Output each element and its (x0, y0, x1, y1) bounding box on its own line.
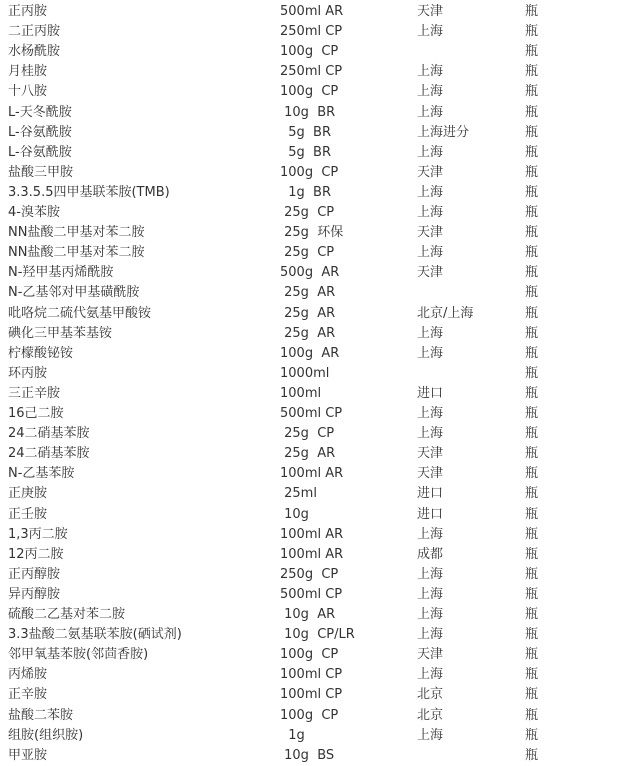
chemical-name: 24二硝基苯胺 (8, 426, 90, 442)
list-row (0, 625, 620, 645)
unit: 瓶 (525, 84, 539, 100)
specification: 100g CP (280, 84, 339, 100)
unit: 瓶 (525, 44, 539, 60)
chemical-name: 盐酸三甲胺 (8, 164, 74, 180)
list-row (0, 525, 620, 545)
chemical-name: 正庚胺 (8, 486, 48, 502)
specification: 100ml CP (280, 687, 343, 703)
list-row (0, 605, 620, 625)
list-row (0, 505, 620, 525)
chemical-name: 丙烯胺 (8, 667, 48, 683)
unit: 瓶 (525, 205, 539, 220)
specification: 100ml CP (280, 667, 343, 683)
specification: 25g AR (280, 285, 336, 301)
unit: 瓶 (525, 285, 539, 301)
origin: 上海 (417, 104, 444, 120)
unit: 瓶 (525, 647, 539, 663)
chemical-name: N-乙基苯胺 (8, 466, 75, 482)
chemical-name: 24二硝基苯胺 (8, 446, 90, 462)
list-row (0, 324, 620, 344)
list-row (0, 585, 620, 605)
chemical-name: 二正丙胺 (8, 24, 61, 40)
specification: 25ml (280, 486, 317, 502)
unit: 瓶 (525, 305, 539, 321)
list-row (0, 42, 620, 62)
unit: 瓶 (525, 506, 539, 522)
origin: 进口 (417, 506, 444, 522)
unit: 瓶 (525, 64, 539, 80)
chemical-name: 正壬胺 (8, 506, 48, 522)
specification: 100ml AR (280, 546, 344, 562)
unit: 瓶 (525, 144, 539, 160)
origin: 上海进分 (417, 124, 470, 140)
specification: 10g BS (280, 747, 335, 763)
unit: 瓶 (525, 607, 539, 622)
specification: 100g CP (280, 707, 339, 723)
unit: 瓶 (525, 526, 539, 542)
origin: 上海 (417, 586, 444, 602)
list-row (0, 82, 620, 102)
unit: 瓶 (525, 245, 539, 261)
unit: 瓶 (525, 345, 539, 361)
list-row (0, 2, 620, 22)
list-row (0, 123, 620, 143)
unit: 瓶 (525, 104, 539, 120)
specification: 500ml CP (280, 406, 343, 421)
list-row (0, 746, 620, 766)
origin: 上海 (417, 325, 444, 341)
chemical-name: 硫酸二乙基对苯二胺 (8, 607, 126, 622)
unit: 瓶 (525, 586, 539, 602)
unit: 瓶 (525, 4, 539, 19)
unit: 瓶 (525, 325, 539, 341)
list-row (0, 384, 620, 404)
chemical-name: N-乙基邻对甲基磺酰胺 (8, 285, 140, 301)
specification: 25g CP (280, 205, 335, 220)
list-row (0, 706, 620, 726)
unit: 瓶 (525, 707, 539, 723)
origin: 上海 (417, 24, 444, 40)
origin: 天津 (417, 446, 444, 462)
list-row (0, 223, 620, 243)
chemical-name: 组胺(组织胺) (8, 727, 84, 743)
origin: 上海 (417, 345, 444, 361)
list-row (0, 444, 620, 464)
list-row (0, 344, 620, 364)
chemical-name: N-羟甲基丙烯酰胺 (8, 265, 114, 281)
unit: 瓶 (525, 24, 539, 40)
specification: 500ml AR (280, 4, 344, 19)
specification: 100g CP (280, 164, 339, 180)
specification: 10g BR (280, 104, 336, 120)
chemical-name: 柠檬酸铋铵 (8, 345, 74, 361)
chemical-name: 吡咯烷二硫代氨基甲酸铵 (8, 305, 152, 321)
specification: 10g (280, 506, 309, 522)
list-row (0, 545, 620, 565)
origin: 上海 (417, 526, 444, 542)
list-row (0, 726, 620, 746)
chemical-name: 十八胺 (8, 84, 48, 100)
unit: 瓶 (525, 747, 539, 763)
specification: 100g AR (280, 345, 340, 361)
unit: 瓶 (525, 365, 539, 381)
specification: 10g CP/LR (280, 627, 355, 643)
unit: 瓶 (525, 566, 539, 582)
chemical-name: 正丙醇胺 (8, 566, 61, 582)
list-row (0, 283, 620, 303)
origin: 上海 (417, 205, 444, 220)
origin: 上海 (417, 144, 444, 160)
origin: 上海 (417, 627, 444, 643)
unit: 瓶 (525, 225, 539, 241)
chemical-name: NN盐酸二甲基对苯二胺 (8, 225, 145, 241)
list-row (0, 103, 620, 123)
unit: 瓶 (525, 426, 539, 442)
chemical-name: 1,3丙二胺 (8, 526, 68, 542)
specification: 5g BR (280, 124, 332, 140)
origin: 上海 (417, 566, 444, 582)
origin: 上海 (417, 245, 444, 261)
unit: 瓶 (525, 486, 539, 502)
specification: 5g BR (280, 144, 332, 160)
origin: 上海 (417, 727, 444, 743)
origin: 天津 (417, 225, 444, 241)
origin: 天津 (417, 4, 444, 19)
list-row (0, 304, 620, 324)
list-row (0, 263, 620, 283)
specification: 100g CP (280, 647, 339, 663)
chemical-name: 3.3盐酸二氨基联苯胺(硒试剂) (8, 627, 182, 643)
origin: 进口 (417, 486, 444, 502)
specification: 25g AR (280, 446, 336, 462)
unit: 瓶 (525, 184, 539, 200)
origin: 上海 (417, 84, 444, 100)
specification: 25g CP (280, 426, 335, 442)
specification: 500g AR (280, 265, 340, 281)
unit: 瓶 (525, 627, 539, 643)
specification: 25g AR (280, 325, 336, 341)
list-row (0, 685, 620, 705)
unit: 瓶 (525, 546, 539, 562)
origin: 北京 (417, 707, 444, 723)
chemical-name: L-谷氨酰胺 (8, 144, 72, 160)
specification: 100ml AR (280, 466, 344, 482)
origin: 北京 (417, 687, 444, 703)
origin: 成都 (417, 546, 444, 562)
unit: 瓶 (525, 406, 539, 421)
specification: 250g CP (280, 566, 339, 582)
list-row (0, 143, 620, 163)
list-row (0, 565, 620, 585)
list-row (0, 424, 620, 444)
origin: 上海 (417, 607, 444, 622)
specification: 25g 环保 (280, 225, 344, 241)
chemical-name: 盐酸二苯胺 (8, 707, 74, 723)
unit: 瓶 (525, 667, 539, 683)
list-row (0, 163, 620, 183)
unit: 瓶 (525, 265, 539, 281)
list-row (0, 665, 620, 685)
specification: 100ml (280, 385, 322, 401)
specification: 1g (280, 727, 305, 743)
chemical-name: 月桂胺 (8, 64, 48, 80)
list-row (0, 183, 620, 203)
chemical-name: NN盐酸二甲基对苯二胺 (8, 245, 145, 261)
specification: 100g CP (280, 44, 339, 60)
list-row (0, 243, 620, 263)
origin: 进口 (417, 385, 444, 401)
chemical-name: 邻甲氧基苯胺(邻茴香胺) (8, 647, 149, 663)
unit: 瓶 (525, 687, 539, 703)
chemical-name: 4-溴苯胺 (8, 205, 60, 220)
origin: 天津 (417, 164, 444, 180)
chemical-name: 三正辛胺 (8, 385, 61, 401)
origin: 天津 (417, 265, 444, 281)
list-row (0, 22, 620, 42)
list-row (0, 464, 620, 484)
chemical-name: 12丙二胺 (8, 546, 64, 562)
origin: 上海 (417, 406, 444, 421)
list-row (0, 62, 620, 82)
origin: 天津 (417, 466, 444, 482)
chemical-name: 3.3.5.5四甲基联苯胺(TMB) (8, 184, 170, 200)
chemical-name: 水杨酰胺 (8, 44, 61, 60)
origin: 天津 (417, 647, 444, 663)
list-row (0, 364, 620, 384)
specification: 1000ml (280, 365, 330, 381)
specification: 25g CP (280, 245, 335, 261)
origin: 上海 (417, 184, 444, 200)
chemical-name: 正辛胺 (8, 687, 48, 703)
list-row (0, 484, 620, 504)
chemical-name: L-天冬酰胺 (8, 104, 72, 120)
chemical-name: 异丙醇胺 (8, 586, 61, 602)
specification: 25g AR (280, 305, 336, 321)
unit: 瓶 (525, 466, 539, 482)
list-row (0, 203, 620, 223)
specification: 10g AR (280, 607, 336, 622)
unit: 瓶 (525, 385, 539, 401)
unit: 瓶 (525, 446, 539, 462)
unit: 瓶 (525, 164, 539, 180)
list-row (0, 645, 620, 665)
chemical-name: 16己二胺 (8, 406, 64, 421)
specification: 250ml CP (280, 64, 343, 80)
unit: 瓶 (525, 124, 539, 140)
chemical-name: L-谷氨酰胺 (8, 124, 72, 140)
specification: 250ml CP (280, 24, 343, 40)
origin: 上海 (417, 64, 444, 80)
specification: 500ml CP (280, 586, 343, 602)
origin: 上海 (417, 426, 444, 442)
origin: 北京/上海 (417, 305, 474, 321)
chemical-name: 环丙胺 (8, 365, 48, 381)
specification: 1g BR (280, 184, 332, 200)
chemical-name: 甲亚胺 (8, 747, 48, 763)
chemical-name: 碘化三甲基苯基铵 (8, 325, 113, 341)
origin: 上海 (417, 667, 444, 683)
chemical-name: 正丙胺 (8, 4, 48, 19)
list-row (0, 404, 620, 424)
specification: 100ml AR (280, 526, 344, 542)
unit: 瓶 (525, 727, 539, 743)
